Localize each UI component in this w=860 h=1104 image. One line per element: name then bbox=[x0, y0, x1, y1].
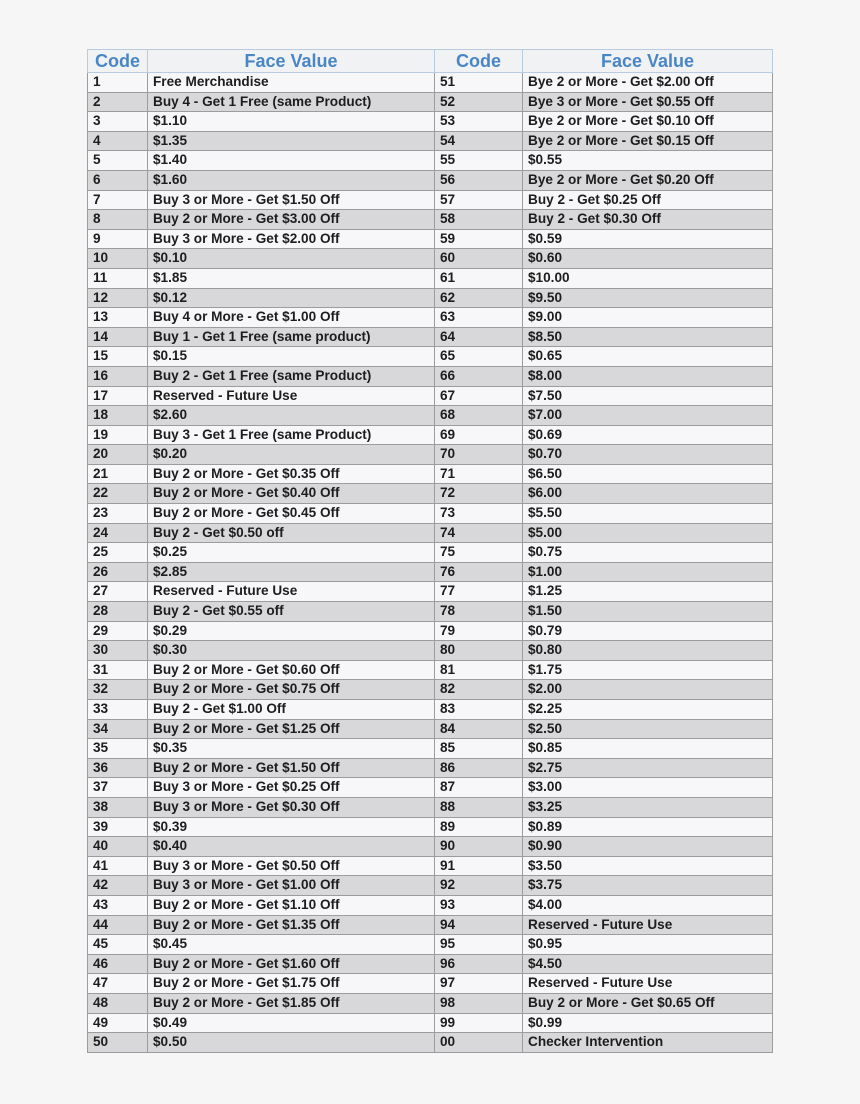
table-row bbox=[88, 876, 773, 896]
cell-code-left: 42 bbox=[88, 876, 148, 896]
cell-face-value-right: Buy 2 - Get $0.30 Off bbox=[523, 210, 773, 230]
cell-face-value-left: Buy 2 or More - Get $3.00 Off bbox=[148, 210, 435, 230]
cell-face-value-left: Buy 2 - Get $1.00 Off bbox=[148, 700, 435, 720]
cell-code-left: 4 bbox=[88, 131, 148, 151]
table-row bbox=[88, 523, 773, 543]
cell-face-value-left: Reserved - Future Use bbox=[148, 386, 435, 406]
cell-face-value-right: $1.25 bbox=[523, 582, 773, 602]
table-row bbox=[88, 739, 773, 759]
cell-face-value-right: $3.50 bbox=[523, 856, 773, 876]
cell-code-right: 63 bbox=[435, 308, 523, 328]
cell-face-value-right: $0.80 bbox=[523, 641, 773, 661]
table-row bbox=[88, 112, 773, 132]
table-row bbox=[88, 778, 773, 798]
cell-code-right: 96 bbox=[435, 954, 523, 974]
cell-code-right: 95 bbox=[435, 935, 523, 955]
cell-code-right: 00 bbox=[435, 1033, 523, 1053]
cell-code-right: 88 bbox=[435, 797, 523, 817]
cell-face-value-right: $0.95 bbox=[523, 935, 773, 955]
table-row bbox=[88, 249, 773, 269]
cell-face-value-left: $0.30 bbox=[148, 641, 435, 661]
cell-code-left: 36 bbox=[88, 758, 148, 778]
table-row bbox=[88, 1013, 773, 1033]
cell-code-right: 72 bbox=[435, 484, 523, 504]
cell-face-value-left: $0.50 bbox=[148, 1033, 435, 1053]
table-row bbox=[88, 543, 773, 563]
cell-code-right: 97 bbox=[435, 974, 523, 994]
cell-code-left: 7 bbox=[88, 190, 148, 210]
cell-face-value-right: Buy 2 - Get $0.25 Off bbox=[523, 190, 773, 210]
cell-face-value-left: $0.40 bbox=[148, 837, 435, 857]
cell-code-right: 87 bbox=[435, 778, 523, 798]
cell-code-right: 62 bbox=[435, 288, 523, 308]
cell-code-right: 57 bbox=[435, 190, 523, 210]
cell-face-value-right: $8.00 bbox=[523, 366, 773, 386]
header-row bbox=[88, 50, 773, 73]
table-row bbox=[88, 229, 773, 249]
table-row bbox=[88, 1033, 773, 1053]
cell-code-left: 16 bbox=[88, 366, 148, 386]
table-row bbox=[88, 895, 773, 915]
cell-code-right: 69 bbox=[435, 425, 523, 445]
cell-face-value-left: $0.15 bbox=[148, 347, 435, 367]
cell-code-left: 35 bbox=[88, 739, 148, 759]
cell-face-value-left: Buy 4 - Get 1 Free (same Product) bbox=[148, 92, 435, 112]
table-row bbox=[88, 170, 773, 190]
table-row bbox=[88, 386, 773, 406]
cell-code-right: 64 bbox=[435, 327, 523, 347]
cell-face-value-left: $0.49 bbox=[148, 1013, 435, 1033]
cell-face-value-right: $0.55 bbox=[523, 151, 773, 171]
cell-face-value-left: Buy 2 or More - Get $0.60 Off bbox=[148, 660, 435, 680]
table-row bbox=[88, 190, 773, 210]
table-row bbox=[88, 131, 773, 151]
table-row bbox=[88, 700, 773, 720]
cell-code-left: 19 bbox=[88, 425, 148, 445]
cell-face-value-left: Buy 3 or More - Get $2.00 Off bbox=[148, 229, 435, 249]
cell-face-value-left: Buy 4 or More - Get $1.00 Off bbox=[148, 308, 435, 328]
cell-code-left: 6 bbox=[88, 170, 148, 190]
table-row bbox=[88, 582, 773, 602]
cell-code-right: 78 bbox=[435, 602, 523, 622]
cell-code-left: 45 bbox=[88, 935, 148, 955]
cell-face-value-right: Buy 2 or More - Get $0.65 Off bbox=[523, 993, 773, 1013]
cell-face-value-right: Bye 2 or More - Get $0.10 Off bbox=[523, 112, 773, 132]
cell-face-value-left: $1.85 bbox=[148, 268, 435, 288]
cell-code-left: 20 bbox=[88, 445, 148, 465]
cell-face-value-left: Buy 3 or More - Get $1.00 Off bbox=[148, 876, 435, 896]
cell-face-value-right: $0.89 bbox=[523, 817, 773, 837]
cell-face-value-left: Buy 2 - Get 1 Free (same Product) bbox=[148, 366, 435, 386]
cell-code-left: 47 bbox=[88, 974, 148, 994]
cell-face-value-right: $2.25 bbox=[523, 700, 773, 720]
cell-code-left: 5 bbox=[88, 151, 148, 171]
cell-face-value-right: $0.85 bbox=[523, 739, 773, 759]
table-row bbox=[88, 288, 773, 308]
cell-code-left: 43 bbox=[88, 895, 148, 915]
cell-face-value-right: $6.50 bbox=[523, 464, 773, 484]
cell-face-value-right: $2.50 bbox=[523, 719, 773, 739]
cell-face-value-right: $9.00 bbox=[523, 308, 773, 328]
cell-face-value-left: Buy 2 or More - Get $1.10 Off bbox=[148, 895, 435, 915]
cell-code-right: 90 bbox=[435, 837, 523, 857]
table-row bbox=[88, 641, 773, 661]
cell-face-value-right: Reserved - Future Use bbox=[523, 915, 773, 935]
cell-code-left: 25 bbox=[88, 543, 148, 563]
table-row bbox=[88, 954, 773, 974]
header-code-right: Code bbox=[435, 50, 523, 73]
header-face-value-left: Face Value bbox=[148, 50, 435, 73]
cell-face-value-right: $0.69 bbox=[523, 425, 773, 445]
table-row bbox=[88, 151, 773, 171]
cell-code-left: 21 bbox=[88, 464, 148, 484]
cell-code-right: 76 bbox=[435, 562, 523, 582]
table-row bbox=[88, 974, 773, 994]
cell-face-value-left: $0.29 bbox=[148, 621, 435, 641]
cell-face-value-right: $7.50 bbox=[523, 386, 773, 406]
cell-face-value-right: $3.75 bbox=[523, 876, 773, 896]
table-body bbox=[88, 73, 773, 1053]
cell-code-left: 41 bbox=[88, 856, 148, 876]
cell-code-right: 92 bbox=[435, 876, 523, 896]
table-row bbox=[88, 837, 773, 857]
cell-face-value-left: Buy 2 or More - Get $0.75 Off bbox=[148, 680, 435, 700]
cell-code-right: 61 bbox=[435, 268, 523, 288]
cell-face-value-right: $1.00 bbox=[523, 562, 773, 582]
table-row bbox=[88, 758, 773, 778]
header-code-left: Code bbox=[88, 50, 148, 73]
cell-code-right: 58 bbox=[435, 210, 523, 230]
cell-face-value-right: $4.00 bbox=[523, 895, 773, 915]
cell-code-left: 13 bbox=[88, 308, 148, 328]
cell-code-right: 68 bbox=[435, 406, 523, 426]
cell-face-value-right: $0.59 bbox=[523, 229, 773, 249]
cell-face-value-right: Checker Intervention bbox=[523, 1033, 773, 1053]
cell-code-left: 48 bbox=[88, 993, 148, 1013]
cell-code-left: 11 bbox=[88, 268, 148, 288]
table-row bbox=[88, 504, 773, 524]
cell-code-right: 56 bbox=[435, 170, 523, 190]
table-row bbox=[88, 621, 773, 641]
table-row bbox=[88, 993, 773, 1013]
cell-face-value-right: $0.60 bbox=[523, 249, 773, 269]
cell-face-value-left: Buy 2 or More - Get $1.50 Off bbox=[148, 758, 435, 778]
cell-code-right: 93 bbox=[435, 895, 523, 915]
cell-face-value-right: $7.00 bbox=[523, 406, 773, 426]
header-face-value-right: Face Value bbox=[523, 50, 773, 73]
table-row bbox=[88, 935, 773, 955]
cell-code-right: 79 bbox=[435, 621, 523, 641]
cell-face-value-right: Reserved - Future Use bbox=[523, 974, 773, 994]
cell-code-right: 70 bbox=[435, 445, 523, 465]
cell-face-value-left: Buy 1 - Get 1 Free (same product) bbox=[148, 327, 435, 347]
cell-face-value-left: Buy 3 - Get 1 Free (same Product) bbox=[148, 425, 435, 445]
cell-code-right: 67 bbox=[435, 386, 523, 406]
cell-code-left: 17 bbox=[88, 386, 148, 406]
cell-code-right: 54 bbox=[435, 131, 523, 151]
cell-code-right: 51 bbox=[435, 73, 523, 93]
cell-code-left: 24 bbox=[88, 523, 148, 543]
cell-code-right: 82 bbox=[435, 680, 523, 700]
cell-code-right: 99 bbox=[435, 1013, 523, 1033]
table-row bbox=[88, 366, 773, 386]
cell-code-right: 55 bbox=[435, 151, 523, 171]
table-row bbox=[88, 92, 773, 112]
cell-code-right: 73 bbox=[435, 504, 523, 524]
cell-face-value-right: $8.50 bbox=[523, 327, 773, 347]
table-row bbox=[88, 856, 773, 876]
cell-face-value-right: $0.75 bbox=[523, 543, 773, 563]
cell-face-value-right: $1.50 bbox=[523, 602, 773, 622]
cell-code-left: 50 bbox=[88, 1033, 148, 1053]
cell-face-value-left: Buy 2 or More - Get $1.85 Off bbox=[148, 993, 435, 1013]
cell-code-left: 38 bbox=[88, 797, 148, 817]
cell-face-value-right: $2.75 bbox=[523, 758, 773, 778]
cell-code-right: 65 bbox=[435, 347, 523, 367]
table-row bbox=[88, 347, 773, 367]
cell-face-value-right: $3.00 bbox=[523, 778, 773, 798]
cell-face-value-left: Buy 2 or More - Get $0.40 Off bbox=[148, 484, 435, 504]
cell-face-value-left: $0.39 bbox=[148, 817, 435, 837]
cell-code-left: 29 bbox=[88, 621, 148, 641]
cell-code-right: 59 bbox=[435, 229, 523, 249]
cell-code-right: 75 bbox=[435, 543, 523, 563]
cell-face-value-left: Buy 2 or More - Get $1.60 Off bbox=[148, 954, 435, 974]
cell-code-right: 53 bbox=[435, 112, 523, 132]
cell-code-right: 77 bbox=[435, 582, 523, 602]
table-row bbox=[88, 660, 773, 680]
cell-code-left: 44 bbox=[88, 915, 148, 935]
cell-code-left: 8 bbox=[88, 210, 148, 230]
cell-face-value-left: $1.60 bbox=[148, 170, 435, 190]
cell-code-left: 26 bbox=[88, 562, 148, 582]
cell-face-value-right: $10.00 bbox=[523, 268, 773, 288]
cell-code-left: 37 bbox=[88, 778, 148, 798]
table-row bbox=[88, 327, 773, 347]
cell-face-value-left: $0.25 bbox=[148, 543, 435, 563]
cell-code-left: 10 bbox=[88, 249, 148, 269]
cell-code-right: 84 bbox=[435, 719, 523, 739]
table-row bbox=[88, 464, 773, 484]
cell-code-left: 34 bbox=[88, 719, 148, 739]
cell-code-left: 18 bbox=[88, 406, 148, 426]
cell-code-left: 23 bbox=[88, 504, 148, 524]
cell-code-left: 3 bbox=[88, 112, 148, 132]
cell-code-right: 52 bbox=[435, 92, 523, 112]
cell-face-value-left: Buy 2 or More - Get $1.25 Off bbox=[148, 719, 435, 739]
cell-face-value-right: Bye 2 or More - Get $0.15 Off bbox=[523, 131, 773, 151]
cell-face-value-right: $4.50 bbox=[523, 954, 773, 974]
cell-code-right: 74 bbox=[435, 523, 523, 543]
cell-face-value-left: Buy 2 or More - Get $0.45 Off bbox=[148, 504, 435, 524]
cell-code-right: 71 bbox=[435, 464, 523, 484]
table-row bbox=[88, 425, 773, 445]
cell-face-value-left: Buy 2 or More - Get $0.35 Off bbox=[148, 464, 435, 484]
cell-face-value-left: $2.60 bbox=[148, 406, 435, 426]
table-row bbox=[88, 915, 773, 935]
cell-face-value-left: $1.40 bbox=[148, 151, 435, 171]
cell-code-right: 81 bbox=[435, 660, 523, 680]
table-row bbox=[88, 680, 773, 700]
cell-face-value-right: $1.75 bbox=[523, 660, 773, 680]
table-row bbox=[88, 406, 773, 426]
cell-code-left: 9 bbox=[88, 229, 148, 249]
table-row bbox=[88, 73, 773, 93]
coupon-code-table bbox=[87, 49, 773, 1053]
cell-code-right: 85 bbox=[435, 739, 523, 759]
table-row bbox=[88, 562, 773, 582]
cell-face-value-right: $0.70 bbox=[523, 445, 773, 465]
cell-code-right: 60 bbox=[435, 249, 523, 269]
cell-code-left: 32 bbox=[88, 680, 148, 700]
cell-code-left: 33 bbox=[88, 700, 148, 720]
cell-code-right: 86 bbox=[435, 758, 523, 778]
table-row bbox=[88, 719, 773, 739]
cell-face-value-right: $5.50 bbox=[523, 504, 773, 524]
cell-code-left: 46 bbox=[88, 954, 148, 974]
cell-code-right: 91 bbox=[435, 856, 523, 876]
cell-face-value-right: $0.90 bbox=[523, 837, 773, 857]
cell-face-value-left: $2.85 bbox=[148, 562, 435, 582]
table-row bbox=[88, 817, 773, 837]
cell-code-left: 14 bbox=[88, 327, 148, 347]
table-row bbox=[88, 797, 773, 817]
cell-code-left: 22 bbox=[88, 484, 148, 504]
cell-face-value-right: $6.00 bbox=[523, 484, 773, 504]
cell-face-value-left: $0.20 bbox=[148, 445, 435, 465]
cell-code-right: 89 bbox=[435, 817, 523, 837]
cell-face-value-left: $0.35 bbox=[148, 739, 435, 759]
cell-face-value-left: $1.10 bbox=[148, 112, 435, 132]
cell-code-left: 40 bbox=[88, 837, 148, 857]
cell-face-value-left: Buy 3 or More - Get $0.50 Off bbox=[148, 856, 435, 876]
cell-code-left: 1 bbox=[88, 73, 148, 93]
cell-face-value-left: Reserved - Future Use bbox=[148, 582, 435, 602]
cell-code-left: 28 bbox=[88, 602, 148, 622]
cell-face-value-left: Buy 2 - Get $0.50 off bbox=[148, 523, 435, 543]
cell-face-value-left: $0.12 bbox=[148, 288, 435, 308]
cell-face-value-left: Buy 3 or More - Get $1.50 Off bbox=[148, 190, 435, 210]
table-row bbox=[88, 445, 773, 465]
cell-code-left: 31 bbox=[88, 660, 148, 680]
table-row bbox=[88, 484, 773, 504]
cell-face-value-right: Bye 2 or More - Get $0.20 Off bbox=[523, 170, 773, 190]
cell-face-value-left: Buy 2 or More - Get $1.75 Off bbox=[148, 974, 435, 994]
cell-face-value-right: $2.00 bbox=[523, 680, 773, 700]
cell-face-value-right: $0.65 bbox=[523, 347, 773, 367]
table-row bbox=[88, 268, 773, 288]
cell-face-value-left: $1.35 bbox=[148, 131, 435, 151]
cell-face-value-right: $9.50 bbox=[523, 288, 773, 308]
cell-code-left: 39 bbox=[88, 817, 148, 837]
cell-code-left: 49 bbox=[88, 1013, 148, 1033]
cell-face-value-left: Free Merchandise bbox=[148, 73, 435, 93]
cell-code-left: 30 bbox=[88, 641, 148, 661]
cell-face-value-left: $0.45 bbox=[148, 935, 435, 955]
cell-face-value-right: $5.00 bbox=[523, 523, 773, 543]
table-row bbox=[88, 602, 773, 622]
cell-face-value-right: $0.99 bbox=[523, 1013, 773, 1033]
cell-face-value-right: $0.79 bbox=[523, 621, 773, 641]
cell-code-left: 12 bbox=[88, 288, 148, 308]
table-row bbox=[88, 210, 773, 230]
cell-face-value-left: Buy 3 or More - Get $0.30 Off bbox=[148, 797, 435, 817]
cell-code-left: 15 bbox=[88, 347, 148, 367]
cell-code-right: 80 bbox=[435, 641, 523, 661]
cell-code-right: 83 bbox=[435, 700, 523, 720]
cell-face-value-left: Buy 2 - Get $0.55 off bbox=[148, 602, 435, 622]
cell-code-right: 66 bbox=[435, 366, 523, 386]
table-row bbox=[88, 308, 773, 328]
cell-code-left: 2 bbox=[88, 92, 148, 112]
cell-face-value-left: $0.10 bbox=[148, 249, 435, 269]
cell-face-value-left: Buy 2 or More - Get $1.35 Off bbox=[148, 915, 435, 935]
cell-face-value-right: Bye 3 or More - Get $0.55 Off bbox=[523, 92, 773, 112]
cell-code-left: 27 bbox=[88, 582, 148, 602]
cell-face-value-left: Buy 3 or More - Get $0.25 Off bbox=[148, 778, 435, 798]
cell-code-right: 94 bbox=[435, 915, 523, 935]
cell-face-value-right: $3.25 bbox=[523, 797, 773, 817]
cell-face-value-right: Bye 2 or More - Get $2.00 Off bbox=[523, 73, 773, 93]
cell-code-right: 98 bbox=[435, 993, 523, 1013]
